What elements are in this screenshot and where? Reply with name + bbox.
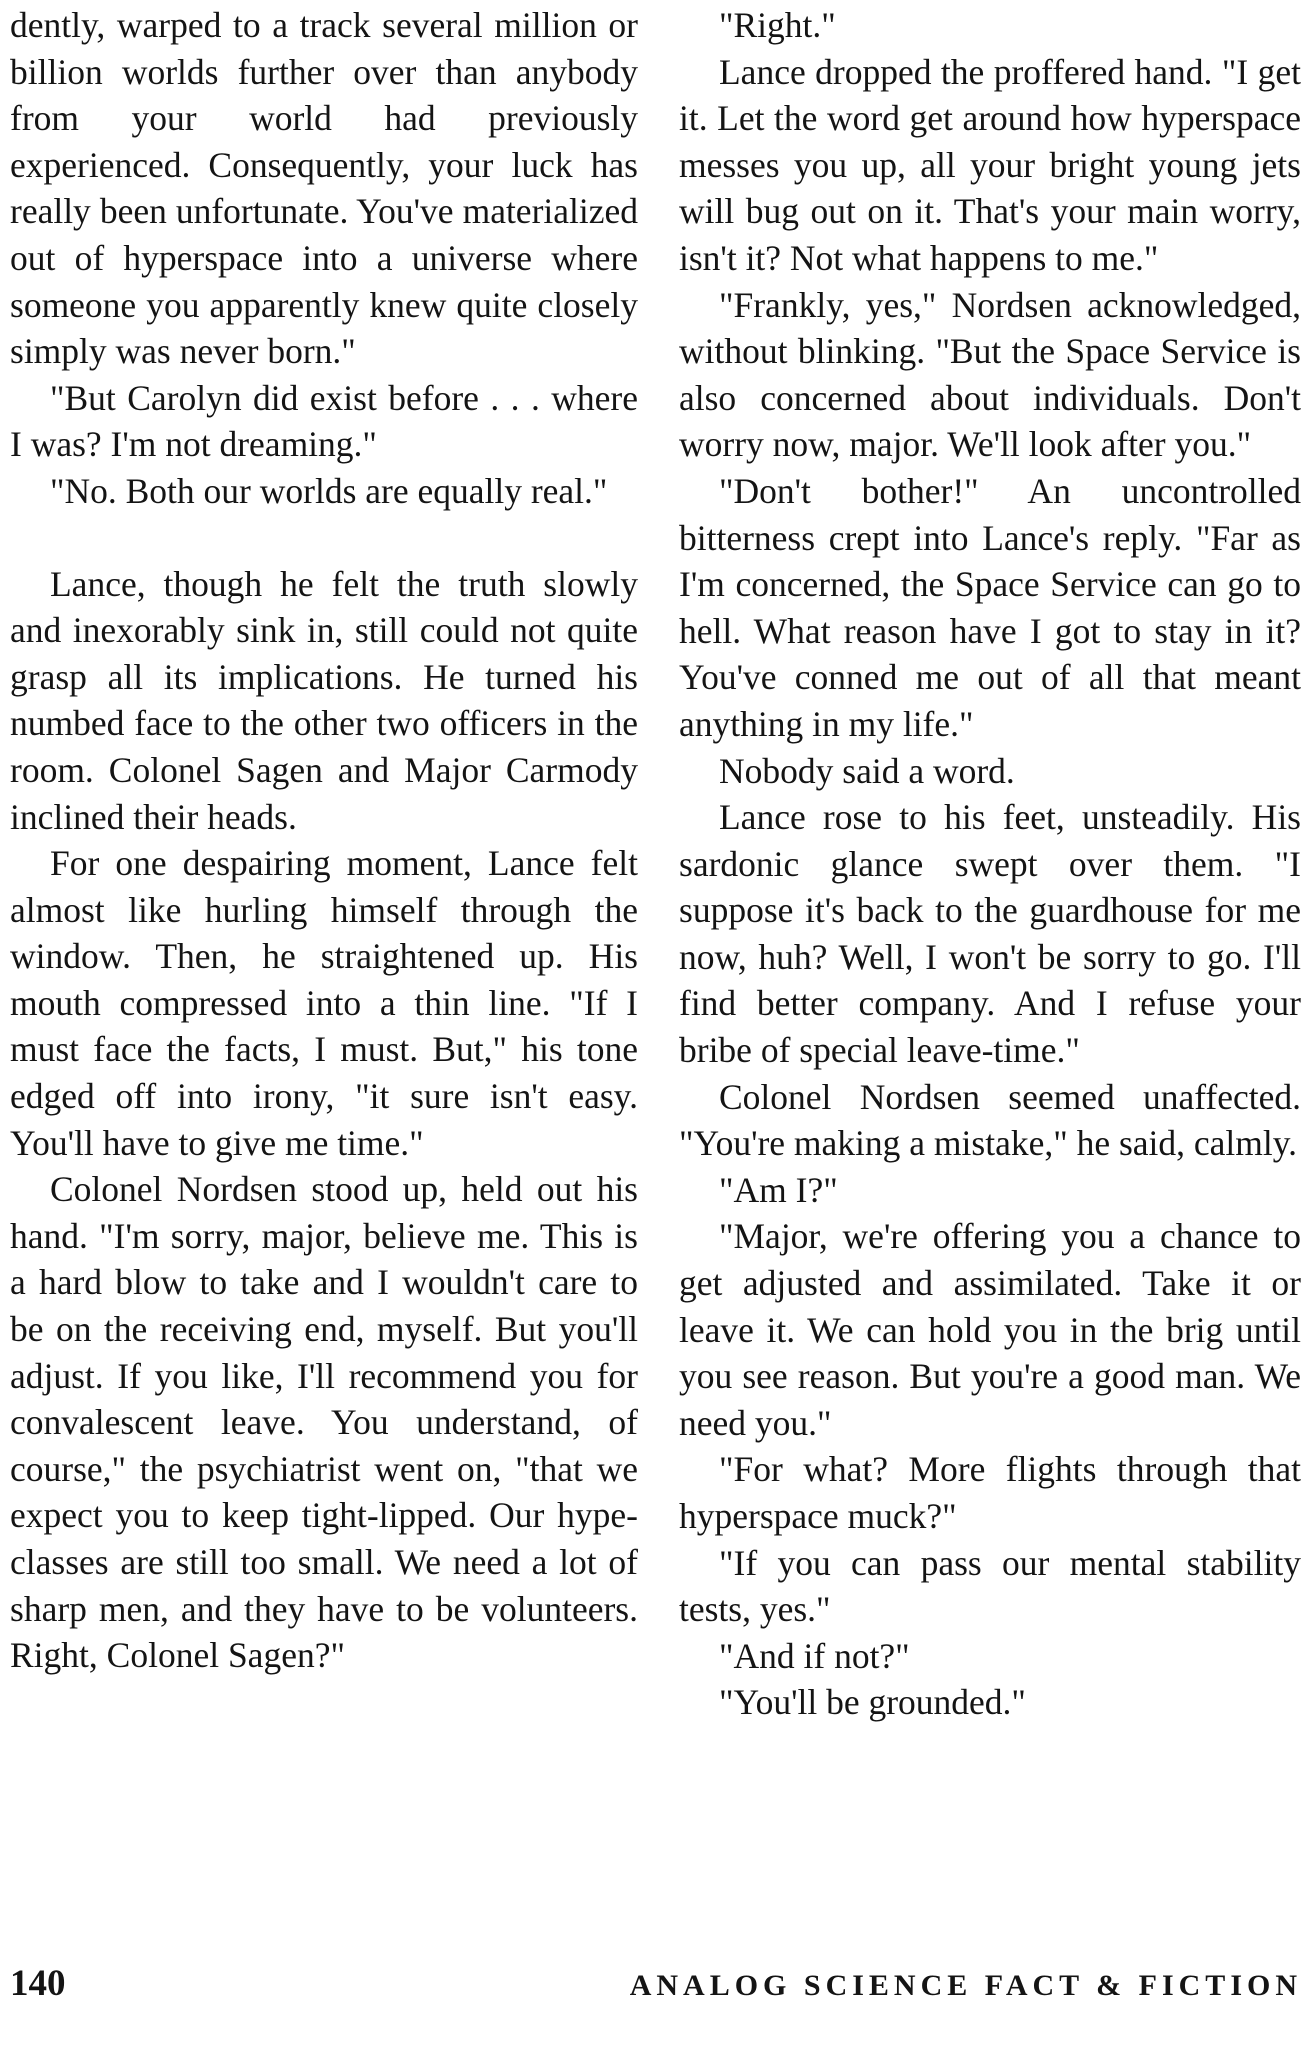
running-title: ANALOG SCIENCE FACT & FICTION <box>629 1969 1302 2002</box>
paragraph: Lance, though he felt the truth slowly and inexorably sink in, still could not quite grasp all its implications. He turned his numbed face to the other two officers in the room. Colonel Sagen and Major Carmody inclined their heads. <box>10 563 638 837</box>
paragraph: "But Carolyn did exist before . . . where I was? I'm not dreaming." <box>10 377 638 465</box>
paragraph: "Frankly, yes," Nordsen acknowledged, without blinking. "But the Space Service is also concerned about individuals. Don't worry now, major. We'll look after you." <box>679 284 1301 465</box>
page-footer <box>10 1962 1302 2005</box>
paragraph: "No. Both our worlds are equally real." <box>50 470 608 511</box>
paragraph: Nobody said a word. <box>719 750 1015 791</box>
paragraph: "Am I?" <box>719 1169 838 1210</box>
paragraph: "Right." <box>719 5 836 45</box>
paragraph: Colonel Nordsen seemed unaffected. "You're making a mistake," he said, calmly. <box>679 1076 1301 1164</box>
paragraph: Colonel Nordsen stood up, held out his hand. "I'm sorry, major, believe me. This is a hard blow to take and I wouldn't care to be on the receiving end, myself. But you'll adjust. If you like, I'll recommend you for convalescent leave. You understand, of course," the psychiatrist went on, "that we expect you to keep tight-lipped. Our hype-classes are still too small. We need a lot of sharp men, and they have to be volunteers. Right, Colonel Sagen?" <box>10 1169 638 1676</box>
left-column <box>10 2 638 1679</box>
paragraph: "And if not?" <box>719 1635 910 1676</box>
paragraph: Lance rose to his feet, unsteadily. His sardonic glance swept over them. "I suppose it's back to the guardhouse for me now, huh? Well, I won't be sorry to go. I'll find better company. And I refuse your bribe of special leave-time." <box>679 797 1301 1071</box>
paragraph: "Don't bother!" An uncontrolled bitterness crept into Lance's reply. "Far as I'm concerned, the Space Service can go to hell. What reason have I got to stay in it? You've conned me out of all that meant anything in my life." <box>679 470 1301 744</box>
right-column <box>679 2 1301 1726</box>
page-number: 140 <box>10 1963 66 2004</box>
paragraph: Lance dropped the proffered hand. "I get it. Let the word get around how hyperspace messes you up, all your bright young jets will bug out on it. That's your main worry, isn't it? Not what happens to me." <box>679 51 1301 278</box>
paragraph: "For what? More flights through that hyperspace muck?" <box>679 1449 1301 1536</box>
paragraph: "If you can pass our mental stability tests, yes." <box>679 1542 1301 1630</box>
paragraph: For one despairing moment, Lance felt almost like hurling himself through the window. Then, he straightened up. His mouth compressed into a thin line. "If I must face the facts, I must. But," his tone edged off into irony, "it sure isn't easy. You'll have to give me time." <box>10 843 638 1163</box>
paragraph: "You'll be grounded." <box>719 1682 1026 1723</box>
paragraph: dently, warped to a track several million or billion worlds further over than anybody from your world had previously experienced. Consequently, your luck has really been unfortunate. You've materialized out of hyperspace into a universe where someone you apparently knew quite closely simply was never born." <box>10 5 638 372</box>
paragraph: "Major, we're offering you a chance to get adjusted and assimilated. Take it or leave it. We can hold you in the brig until you see reason. But you're a good man. We need you." <box>679 1216 1301 1443</box>
